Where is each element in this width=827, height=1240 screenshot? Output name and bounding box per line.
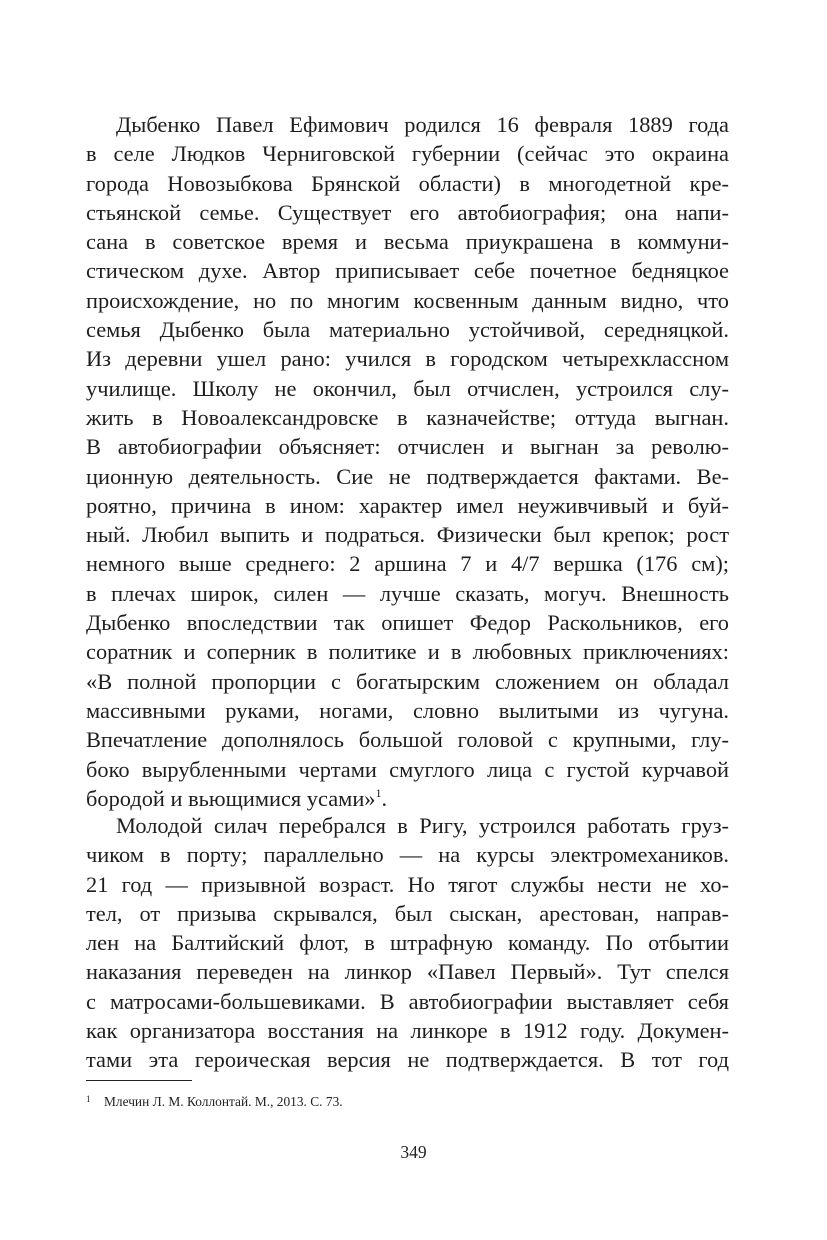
text-line: В автобиографии объясняет: отчислен и выгнан за револю- [86,434,729,460]
text-line: тел, от призыва скрывался, был сыскан, арестован, направ- [86,900,729,926]
text-line: происхождение, но по многим косвенным данным видно, что [86,287,729,313]
footnote-number: 1 [86,1094,91,1104]
text-line: чиком в порту; параллельно — на курсы электромехаников. [86,842,729,868]
text-line: лен на Балтийский флот, в штрафную команду. По отбытии [86,930,729,956]
text-line: города Новозыбкова Брянской области) в многодетной кре- [86,170,729,196]
text-line: наказания переведен на линкор «Павел Первый». Тут спелся [86,959,729,985]
text-line: стическом духе. Автор приписывает себе почетное бедняцкое [86,258,729,284]
footnote [86,1090,343,1111]
paragraph-2 [86,811,729,1075]
footnote-text: Млечин Л. М. Коллонтай. М., 2013. С. 73. [104,1094,343,1109]
text-line: как организатора восстания на линкоре в 1912 году. Докумен- [86,1018,729,1044]
text-line: 21 год — призывной возраст. Но тягот службы нести не хо- [86,871,729,897]
text-line: училище. Школу не окончил, был отчислен, устроился слу- [86,375,729,401]
text-line: Дыбенко Павел Ефимович родился 16 февраля 1889 года [116,112,729,137]
text-line: ный. Любил выпить и подраться. Физически был крепок; рост [86,522,729,548]
text-line: стьянской семье. Существует его автобиография; она напи- [86,199,729,225]
text-line: роятно, причина в ином: характер имел неуживчивый и буй- [86,492,729,518]
text-line: в селе Людков Черниговской губернии (сейчас это окраина [86,141,729,167]
footnote-divider [86,1080,192,1081]
text-line [86,784,729,813]
text-line: ционную деятельность. Сие не подтверждается фактами. Ве- [86,463,729,489]
text-line: Из деревни ушел рано: учился в городском четырехклассном [86,346,729,372]
text-line: в плечах широк, силен — лучше сказать, могуч. Внешность [86,580,729,606]
text-line: сана в советское время и весьма приукрашена в коммуни- [86,229,729,255]
sentence-end: . [381,785,388,811]
text-line: соратник и соперник в политике и в любовных приключениях: [86,639,729,665]
text-line: семья Дыбенко была материально устойчивой, середняцкой. [86,317,729,343]
text-line: немного выше среднего: 2 аршина 7 и 4/7 вершка (176 см); [86,551,729,577]
text-line: жить в Новоалександровске в казначействе; оттуда выгнан. [86,404,729,430]
text-line-content: бородой и вьющимися усами» [86,785,376,811]
footnote-reference[interactable]: 1 [375,785,382,800]
text-line: боко вырубленными чертами смуглого лица с густой курчавой [86,756,729,782]
text-line: тами эта героическая версия не подтверждается. В тот год [86,1047,729,1073]
text-line: Дыбенко впоследствии так опишет Федор Раскольников, его [86,610,729,636]
text-line: с матросами-большевиками. В автобиографии выставляет себя [86,988,729,1014]
text-line: Впечатление дополнялось большой головой с крупными, глу- [86,727,729,753]
text-line: Молодой силач перебрался в Ригу, устроился работать груз- [116,813,729,838]
paragraph-1 [86,110,729,813]
text-line: массивными руками, ногами, словно вылитыми из чугуна. [86,697,729,723]
text-line: «В полной пропорции с богатырским сложением он обладал [86,668,729,694]
page-number: 349 [400,1142,427,1162]
